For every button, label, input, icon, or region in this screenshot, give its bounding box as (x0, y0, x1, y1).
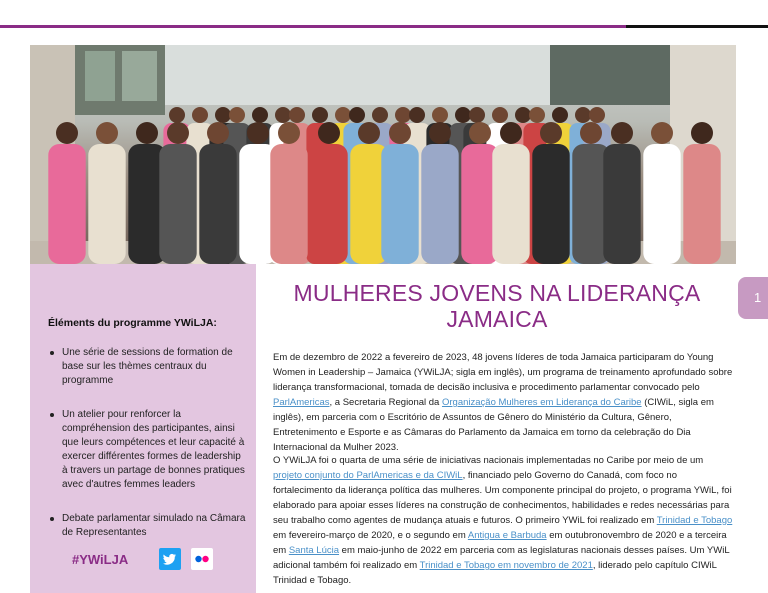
twitter-icon[interactable] (159, 548, 181, 570)
link-joint-project[interactable]: projeto conjunto do ParlAmericas e da CIWiL (273, 470, 463, 481)
link-trinidad-tobago-2021[interactable]: Trinidad e Tobago em novembro de 2021 (419, 560, 593, 571)
sidebar-list-item: Debate parlamentar simulado na Câmara de Representantes (48, 512, 248, 540)
paragraph-1-text: Em de dezembro de 2022 a fevereiro de 2023, 48 jovens líderes de toda Jamaica participaram do Young Women in Leadership – Jamaica (YWiLJA; sigla em inglês), um programa de treinamento aprofundado sobre liderança transformacional, tomada de decisão inclusiva e procedimento parlamentar convocado pelo (273, 352, 733, 393)
paragraph-2-text: em outubronovembro de 2020 e a terceira em (273, 530, 727, 556)
top-rule (0, 25, 768, 28)
link-parlamericas[interactable]: ParlAmericas (273, 397, 330, 408)
page-number-tab (738, 277, 768, 319)
paragraph-2-text: O YWiLJA foi o quarta de uma série de iniciativas nacionais implementadas no Caribe por meio de um (273, 455, 704, 466)
headline: MULHERES JOVENS NA LIDERANÇA JAMAICA (293, 280, 701, 332)
sidebar-panel (30, 264, 256, 593)
sidebar-list-item: Une série de sessions de formation de base sur les thèmes centraux du programme (48, 346, 248, 388)
paragraph-2-text: em fevereiro-março de 2020, e o segundo em (273, 530, 468, 541)
top-rule-purple (0, 25, 626, 28)
top-rule-black (626, 25, 768, 28)
flickr-icon[interactable] (191, 548, 213, 570)
link-antigua-barbuda[interactable]: Antigua e Barbuda (467, 530, 547, 541)
paragraph-1-text: (CIWiL, sigla em inglês), em parceria com o Escritório de Assuntos de Gênero do Ministério da Cultura, Gênero, Entretenimento e Esporte e as Câmaras do Parlamento da Jamaica em torno da celebração do Dia Internacional da Mulher 2023. (273, 397, 714, 453)
paragraph-2-text: , liderado pelo capítulo CIWiL Trinidad e Tobago. (273, 560, 717, 586)
sidebar-list-item: Un atelier pour renforcer la compréhension des participantes, ainsi que leurs compétences et leur capacité à exercer différentes formes de leadership à travers un partage de bonnes pratiques avec d'autres femmes leaders (48, 408, 248, 492)
paragraph-2-text: em maio-junho de 2022 em parceria com as legislaturas nacionais desses países. Um YWiL adicional também foi realizado em (273, 545, 730, 571)
link-ciwil[interactable]: Organização Mulheres em Liderança do Caribe (441, 397, 642, 408)
link-santa-lucia[interactable]: Santa Lúcia (288, 545, 340, 556)
group-photo-illustration (30, 45, 736, 264)
link-trinidad-tobago[interactable]: Trinidad e Tobago (656, 515, 733, 526)
paragraph-1-text: , a Secretaria Regional da (329, 397, 442, 408)
paragraph-2 (273, 453, 733, 588)
sidebar-list (48, 346, 248, 560)
group-photo (30, 45, 736, 264)
page-number: 1 (754, 290, 762, 305)
paragraph-2-text: , financiado pelo Governo do Canadá, com foco no fortalecimento da liderança política das mulheres. Um componente principal do projeto, o programa YWiL, foi elaborado para apoiar esses líderes na construção de conhecimentos, habilidades e redes necessárias para seu trabalho como agentes de mudança atuais e futuros. O primeiro YWiL foi realizado em (273, 470, 732, 526)
paragraph-1 (273, 350, 733, 455)
hashtag: #YWiLJA (72, 552, 129, 567)
sidebar-title: Éléments du programme YWiLJA: (48, 317, 217, 329)
